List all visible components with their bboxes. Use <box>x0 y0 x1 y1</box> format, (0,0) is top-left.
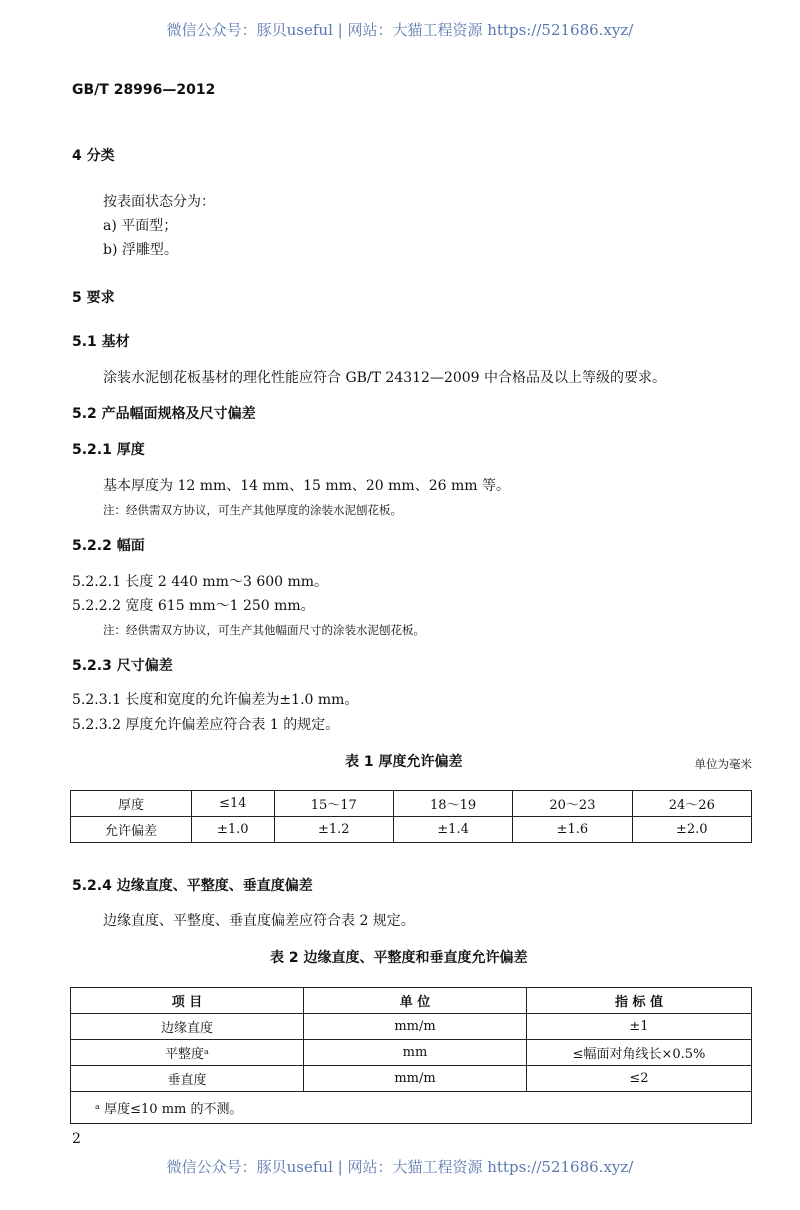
table-cell: ±2.0 <box>632 817 751 843</box>
section-5-2-4-title: 5.2.4 边缘直度、平整度、垂直度偏差 <box>72 878 313 894</box>
table-row <box>71 1040 752 1066</box>
section-5-2-3-1: 5.2.3.1 长度和宽度的允许偏差为±1.0 mm。 <box>72 692 359 708</box>
section-5-2-3-title: 5.2.3 尺寸偏差 <box>72 658 173 674</box>
section-5-2-2-note: 注：经供需双方协议，可生产其他幅面尺寸的涂装水泥刨花板。 <box>103 623 425 637</box>
list-item-b: b) 浮雕型。 <box>103 242 178 258</box>
table-header-row <box>71 988 752 1014</box>
table-cell: ±1 <box>527 1014 752 1040</box>
table-2-title: 表 2 边缘直度、平整度和垂直度允许偏差 <box>270 950 528 966</box>
table-cell: ≤幅面对角线长×0.5% <box>527 1040 752 1066</box>
table-header-cell: 单 位 <box>304 988 527 1014</box>
section-5-2-2-2: 5.2.2.2 宽度 615 mm～1 250 mm。 <box>72 598 315 614</box>
section-5-1-body: 涂装水泥刨花板基材的理化性能应符合 GB/T 24312—2009 中合格品及以上等级的要求。 <box>103 370 667 386</box>
table-1-title: 表 1 厚度允许偏差 <box>345 754 463 770</box>
section-4-title: 4 分类 <box>72 148 115 164</box>
table-cell: ±1.2 <box>274 817 393 843</box>
section-4-intro: 按表面状态分为： <box>103 194 215 210</box>
standard-header: GB/T 28996—2012 <box>72 82 216 98</box>
table-cell: 24～26 <box>632 791 751 817</box>
table-cell: ≤2 <box>527 1066 752 1092</box>
table-footnote: ᵃ 厚度≤10 mm 的不测。 <box>71 1092 752 1124</box>
table-cell: mm <box>304 1040 527 1066</box>
table-footnote-row <box>71 1092 752 1124</box>
table-cell: ≤14 <box>192 791 275 817</box>
table-cell: 20～23 <box>513 791 632 817</box>
section-5-2-1-title: 5.2.1 厚度 <box>72 442 145 458</box>
section-5-2-3-2: 5.2.3.2 厚度允许偏差应符合表 1 的规定。 <box>72 717 340 733</box>
watermark-bottom: 微信公众号：豚贝useful | 网站：大猫工程资源 https://521686.xyz/ <box>166 1158 634 1176</box>
section-5-1-title: 5.1 基材 <box>72 334 130 350</box>
section-5-2-1-body: 基本厚度为 12 mm、14 mm、15 mm、20 mm、26 mm 等。 <box>103 478 510 494</box>
table-cell: 平整度ᵃ <box>71 1040 304 1066</box>
list-item-a: a) 平面型； <box>103 218 178 234</box>
table-cell: 边缘直度 <box>71 1014 304 1040</box>
table-2 <box>70 987 752 1124</box>
table-row <box>71 817 752 843</box>
section-5-2-2-title: 5.2.2 幅面 <box>72 538 145 554</box>
section-5-2-4-body: 边缘直度、平整度、垂直度偏差应符合表 2 规定。 <box>103 913 415 929</box>
section-5-2-1-note: 注：经供需双方协议，可生产其他厚度的涂装水泥刨花板。 <box>103 503 402 517</box>
section-5-2-title: 5.2 产品幅面规格及尺寸偏差 <box>72 406 256 422</box>
watermark-top: 微信公众号：豚贝useful | 网站：大猫工程资源 https://521686.xyz/ <box>166 21 634 39</box>
table-1 <box>70 790 752 843</box>
table-header-cell: 项 目 <box>71 988 304 1014</box>
table-header-cell: 指 标 值 <box>527 988 752 1014</box>
section-5-2-2-1: 5.2.2.1 长度 2 440 mm～3 600 mm。 <box>72 574 329 590</box>
table-cell: 允许偏差 <box>71 817 192 843</box>
page-number: 2 <box>72 1131 81 1147</box>
table-1-unit: 单位为毫米 <box>694 757 752 771</box>
table-cell: ±1.6 <box>513 817 632 843</box>
table-cell: 18～19 <box>393 791 512 817</box>
table-cell: 15～17 <box>274 791 393 817</box>
table-row <box>71 1066 752 1092</box>
table-cell: mm/m <box>304 1066 527 1092</box>
section-5-title: 5 要求 <box>72 290 115 306</box>
table-cell: 垂直度 <box>71 1066 304 1092</box>
table-row <box>71 791 752 817</box>
table-row <box>71 1014 752 1040</box>
table-cell: ±1.4 <box>393 817 512 843</box>
table-cell: ±1.0 <box>192 817 275 843</box>
table-cell: mm/m <box>304 1014 527 1040</box>
table-cell: 厚度 <box>71 791 192 817</box>
